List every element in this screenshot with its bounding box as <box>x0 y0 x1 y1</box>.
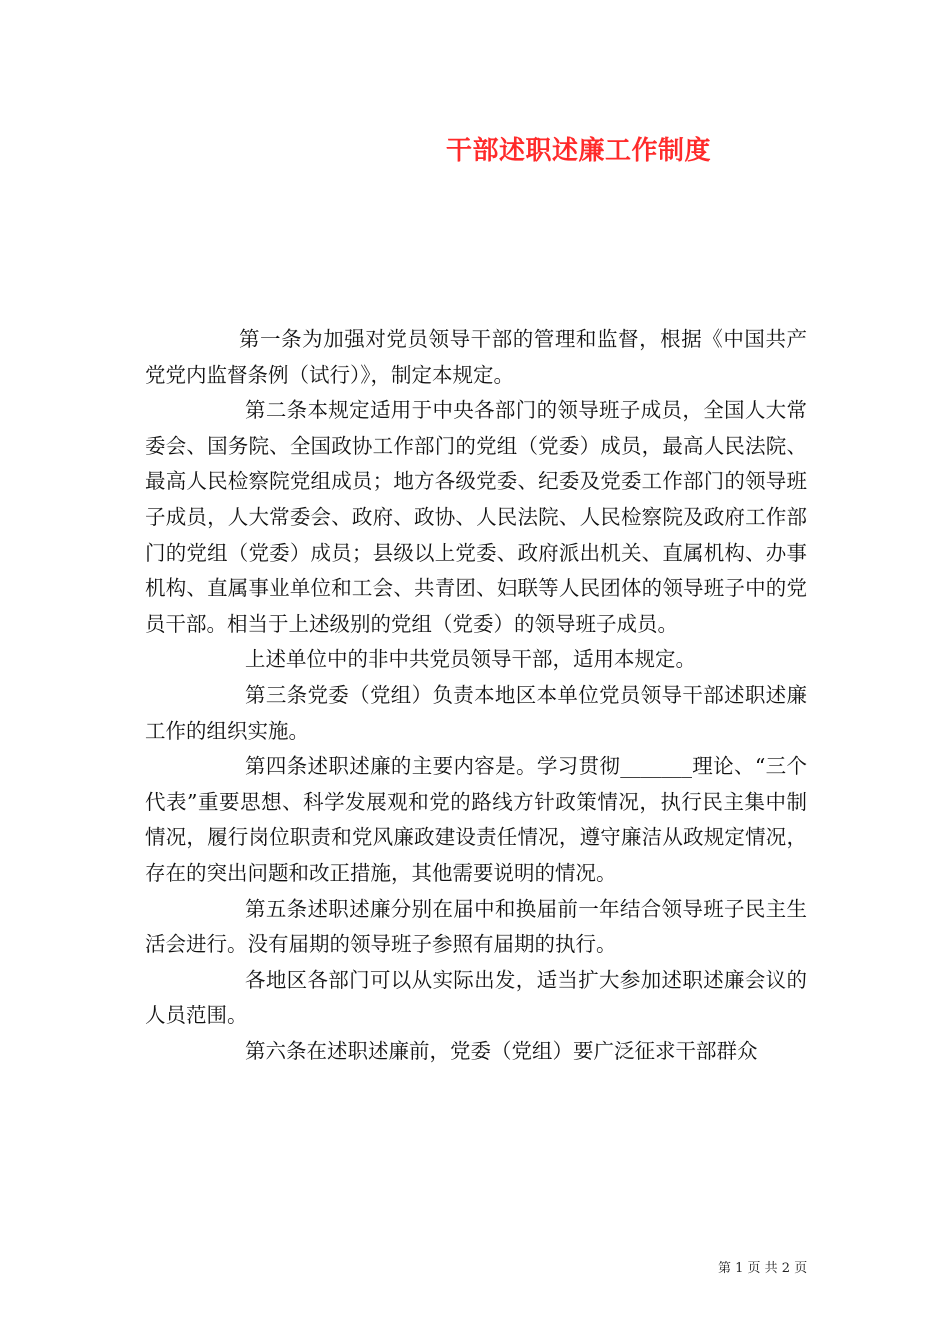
paragraph-article-1: 第一条为加强对党员领导干部的管理和监督，根据《中国共产党党内监督条例（试行）》，制定本规定。 <box>145 327 807 387</box>
paragraph-article-3: 第三条党委（党组）负责本地区本单位党员领导干部述职述廉工作的组织实施。 <box>145 682 807 743</box>
paragraph-article-4: 第四条述职述廉的主要内容是。学习贯彻_______理论、“三个代表”重要思想、科学发展观和党的路线方针政策情况，执行民主集中制情况，履行岗位职责和党风廉政建设责任情况，遵守廉洁从政规定情况，存在的突出问题和改正措施，其他需要说明的情况。 <box>145 754 807 885</box>
paragraph-article-2-note: 上述单位中的非中共党员领导干部，适用本规定。 <box>245 647 696 672</box>
document-body <box>145 322 807 1069</box>
paragraph-article-5: 第五条述职述廉分别在届中和换届前一年结合领导班子民主生活会进行。没有届期的领导班子参照有届期的执行。 <box>145 896 807 957</box>
paragraph-article-5-note: 各地区各部门可以从实际出发，适当扩大参加述职述廉会议的人员范围。 <box>145 967 807 1028</box>
paragraph-article-6: 第六条在述职述廉前，党委（党组）要广泛征求干部群众 <box>245 1038 758 1063</box>
page-number-footer: 第 1 页 共 2 页 <box>718 1261 808 1276</box>
document-title: 干部述职述廉工作制度 <box>446 136 712 166</box>
paragraph-article-2: 第二条本规定适用于中央各部门的领导班子成员，全国人大常委会、国务院、全国政协工作部门的党组（党委）成员，最高人民法院、最高人民检察院党组成员；地方各级党委、纪委及党委工作部门的领导班子成员，人大常委会、政府、政协、人民法院、人民检察院及政府工作部门的党组（党委）成员；县级以上党委、政府派出机关、直属机构、办事机构、直属事业单位和工会、共青团、妇联等人民团体的领导班子中的党员干部。相当于上述级别的党组（党委）的领导班子成员。 <box>145 398 807 636</box>
